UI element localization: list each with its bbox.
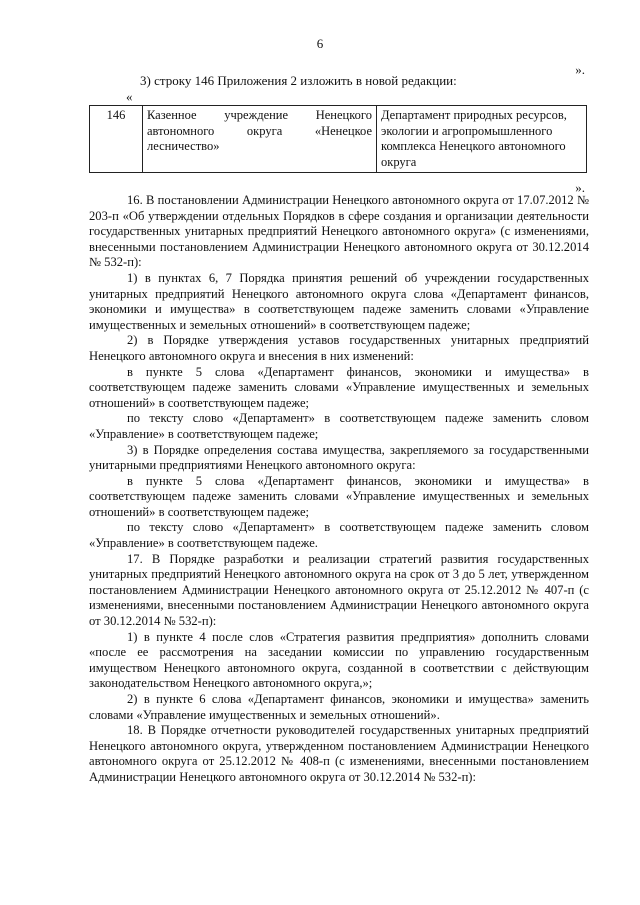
row-number-cell: 146: [90, 106, 143, 173]
paragraph: 17. В Порядке разработки и реализации стратегий развития государственных унитарных предприятий Ненецкого автономного округа на срок от 3 до 5 лет, утвержденном постановлением Администрации Ненецкого автономного округа от 25.12.2012 № 407-п (с изменениями, внесенными постановлением Администрации Ненецкого автономного округа от 30.12.2014 № 532-п):: [89, 551, 589, 629]
opening-quote: «: [126, 89, 133, 104]
amendment-table: [89, 105, 587, 173]
paragraph: в пункте 5 слова «Департамент финансов, экономики и имущества» в соответствующем падеже заменить словами «Управление имущественных и земельных отношений» в соответствующем падеже;: [89, 473, 589, 519]
paragraph: 3) в Порядке определения состава имущества, закрепляемого за государственными унитарными предприятиями Ненецкого автономного округа:: [89, 442, 589, 473]
paragraph: 1) в пункте 4 после слов «Стратегия развития предприятия» дополнить словами «после ее рассмотрения на заседании комиссии по управлению государственным имуществом Ненецкого автономного округа, созданной в соответствии с действующим законодательством Ненецкого автономного округа,»;: [89, 629, 589, 691]
document-body: [89, 193, 589, 786]
paragraph: по тексту слово «Департамент» в соответствующем падеже заменить словом «Управление» в соответствующем падеже.: [89, 520, 589, 551]
paragraph: 18. В Порядке отчетности руководителей государственных унитарных предприятий Ненецкого автономного округа, утвержденном постановлением Администрации Ненецкого автономного округа от 25.12.2012 № 408-п (с изменениями, внесенными постановлением Администрации Ненецкого автономного округа от 30.12.2014 № 532-п):: [89, 723, 589, 784]
page-number: 6: [316, 36, 324, 51]
department-cell: Департамент природных ресурсов, экологии и агропромышленного комплекса Ненецкого автономного округа: [377, 106, 587, 173]
closing-quote-bottom: ».: [575, 180, 585, 195]
item-3-text: 3) строку 146 Приложения 2 изложить в новой редакции:: [140, 73, 457, 88]
paragraph: по тексту слово «Департамент» в соответствующем падеже заменить словом «Управление» в соответствующем падеже;: [89, 411, 589, 441]
table-row: [90, 106, 587, 173]
paragraph: 2) в Порядке утверждения уставов государственных унитарных предприятий Ненецкого автономного округа и внесения в них изменений:: [89, 333, 589, 363]
paragraph: 1) в пунктах 6, 7 Порядка принятия решений об учреждении государственных унитарных предприятий Ненецкого автономного округа слова «Департамент финансов, экономики и имущества» в соответствующем падеже заменить словами «Управление имущественных и земельных отношений» в соответствующем падеже;: [89, 270, 589, 332]
paragraph: в пункте 5 слова «Департамент финансов, экономики и имущества» в соответствующем падеже заменить словами «Управление имущественных и земельных отношений» в соответствующем падеже;: [89, 364, 589, 410]
paragraph: 2) в пункте 6 слова «Департамент финансов, экономики и имущества» заменить словами «Управление имущественных и земельных отношений».: [89, 692, 589, 722]
paragraph: 16. В постановлении Администрации Ненецкого автономного округа от 17.07.2012 № 203-п «Об утверждении отдельных Порядков в сфере создания и организации деятельности государственных унитарных предприятий Ненецкого автономного округа» (с изменениями, внесенными постановлением Администрации Ненецкого автономного округа от 30.12.2014 № 532-п):: [89, 193, 589, 270]
closing-quote-top: ».: [575, 62, 585, 77]
institution-name-cell: Казенное учреждение Ненецкого автономного округа «Ненецкое лесничество»: [143, 106, 377, 173]
